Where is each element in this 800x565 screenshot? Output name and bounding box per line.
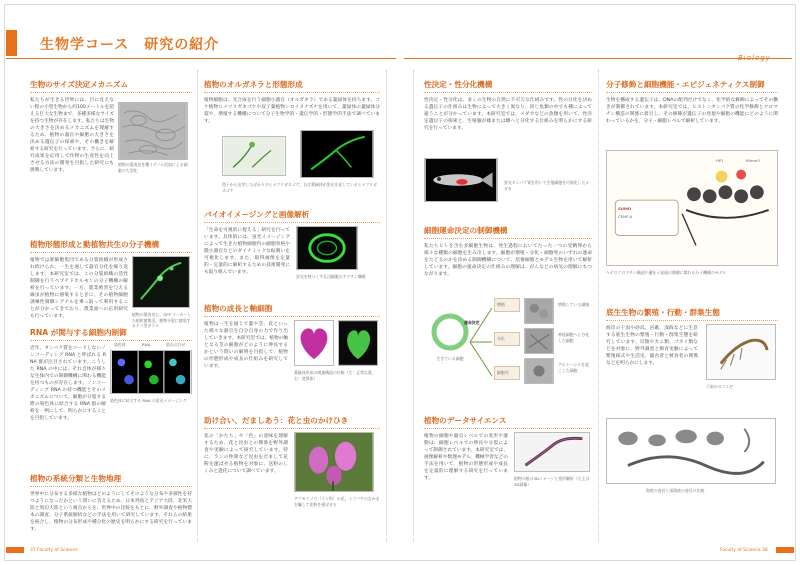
fluorescent-moss-image xyxy=(300,130,374,178)
section-rna xyxy=(30,328,192,423)
cell-ring-icon xyxy=(430,312,470,352)
header-rule-left xyxy=(6,58,396,59)
medaka-fish-image xyxy=(424,158,498,202)
amphipod-image xyxy=(706,324,776,380)
panel-label: 重ね合わせ xyxy=(166,342,186,347)
section-title: 植物のデータサイエンス xyxy=(424,416,507,425)
section-body: 「生命を可視的に捉える」研究を行っています。具体的には、蛍光イメージングによって生きた植物細胞内の細胞骨格や膜小器官などのダイナミックな振舞いを可視化します。また、取得画像を定量的・定量的に解析するための技術開発にも取り組んでいます。 xyxy=(204,228,290,275)
section-size xyxy=(30,80,192,174)
rna-fluorescence-panels xyxy=(110,350,192,394)
leaf-heart-image xyxy=(294,320,334,366)
section-title: 植物形態形成と動植物共生の分子機構 xyxy=(30,240,160,249)
fluorescence-root-image xyxy=(132,256,190,308)
panel-label: 染色体 xyxy=(114,342,126,347)
section-title: 植物のオルガネラと形態形成 xyxy=(204,80,303,89)
image-caption: 蛍光を持つくす孔辺細胞のアクチン繊維 xyxy=(296,274,366,279)
image-caption: 図子から出芽したばかりのヒメツリガネゴケ。右は葉緑体が蛍光を発しているヒメツリガネゴケ xyxy=(222,182,378,193)
column-divider xyxy=(413,70,414,542)
orchid-flower-image xyxy=(294,432,374,492)
diagram-label: CENP-A xyxy=(618,214,633,219)
footer-text-left: Faculty of Science xyxy=(37,548,78,553)
section-evolution xyxy=(30,474,192,533)
fate-tag-differentiation: 分化 xyxy=(494,332,520,346)
proliferation-micrograph xyxy=(524,298,554,324)
section-title: 底生生物の繁殖・行動・群集生態 xyxy=(606,308,720,317)
section-flower xyxy=(204,416,380,507)
death-micrograph xyxy=(524,358,554,384)
header-english-label: Biology xyxy=(738,54,771,62)
section-title: 性決定・性分化機構 xyxy=(424,80,493,89)
section-title: 助け合い、だましあう：花と虫のかけひき xyxy=(204,416,349,425)
section-data-science xyxy=(424,416,592,487)
header-accent-tab xyxy=(6,30,17,56)
cell-fate-diagram xyxy=(424,298,592,394)
section-organelle xyxy=(204,80,380,193)
differentiation-micrograph xyxy=(524,328,554,354)
diagram-start-label: 生きている細胞 xyxy=(436,356,464,361)
column-divider xyxy=(386,70,387,542)
header-rule-right xyxy=(404,58,792,59)
image-caption: 葉緑体形成の関連構造の比較（左：正常な葉、右：変異体） xyxy=(294,370,376,381)
footer-text-right: Faculty of Science xyxy=(720,548,761,553)
diagram-label: K9me3 xyxy=(746,158,760,163)
section-title: 植物の成長と軸細胞 xyxy=(204,304,273,313)
section-title: 植物の系統分類と生物地理 xyxy=(30,474,122,483)
fate-note: アポトーシスを起こした細胞 xyxy=(558,362,589,373)
section-title: 細胞運命決定の制御機構 xyxy=(424,226,508,235)
section-body: 植物の細胞や器官レベルでの変形や運動は、細胞レベルでの伸長や分裂によって制御されています。本研究室では、画像解析や数理モデル、機械学習などの手法を用いて、植物の形態形成や成長を定量的に理解する研究を行っています。 xyxy=(424,434,509,481)
section-body: 植物細胞は、光合成を行う細胞小器官（オルガネラ）である葉緑体を持ちます。コケ植物ヒメツリガネゴケや双子葉植物シロイヌナズナを用いて、葉緑体の葉緑体分裂や、増殖する機構について分子生物学的・遺伝学的・形態学的手法で調べています。 xyxy=(204,98,380,124)
image-caption: 植物の根の3Dイメージと変形解析（左上は3D画像） xyxy=(514,476,590,487)
stomata-fluorescence-image xyxy=(296,226,358,270)
image-caption: 干潟のヨコエビ xyxy=(706,384,734,389)
diagram-label: HP1 xyxy=(716,158,724,163)
section-body: 植物では胚細胞集団である分裂組織が形成され続けられ、一生を通して器官分化を繰り返します。本研究室では、この分裂組織の活性制御を行うペプチドホルモンの分子機構の解析を行っています。一方、農業被害を与える線虫が植物に感染するときに、その植物細胞誘導性制御シグナルを乗っ取って利用することが分かってきており、農業面への応用研究も行っています。 xyxy=(30,258,128,319)
section-plant-morphogenesis xyxy=(30,240,192,329)
page-title: 生物学コース 研究の紹介 xyxy=(40,37,220,53)
cell-micrograph-image xyxy=(118,102,188,160)
fate-note: 増殖している細胞 xyxy=(558,302,590,307)
column-divider xyxy=(598,70,599,542)
diagram-center-label: 運命決定 xyxy=(464,320,480,325)
image-caption: 海底の巻貝と深海底の巻貝の比較 xyxy=(646,488,705,493)
section-body: 私たちが生きる世界には、目に見えない程の小型生物から約100メートルを超える巨大な生物まで、多種多様なサイズを持つ生物が存在します。私たちは生物の大きさを決めるメカニズムを理解するため、植物の器官や細胞の大きさを決める遺伝子の探索や、その働きを解析する研究を行っています。さらに、研究成果を応用して作物の生産性を向上させる方法の開発を目指した研究にも挑戦しています。 xyxy=(30,98,115,173)
footer-left xyxy=(30,548,78,553)
diagram-label: SUMO xyxy=(618,206,632,211)
section-body: 近年、タンパク質をコードしないノンコーディング RNA と呼ばれる RNA 群が注目されています。こうした RNA の中には、それ自体が様々な生体内での制御機構に関わる機能を持つものが存在します。ノンコーディング RNA の持つ機能とそのメカニズムについて、細胞が分裂する際の染色体に結合する RNA 群の解析を一例にして、明らかにすることを目指しています。 xyxy=(30,346,106,421)
section-cell-fate xyxy=(424,226,592,375)
section-body: 世界中に分布する多様な植物はどのようにしてそのような分布や多様性を持つようになったかという問いに答えるため、日本列島とアジア大陸、北米大陸と周辺大陸という視点からを、世界中の比較をもとに、野外調査や植物標本の調査、分子系統解析などの手法を用いて研究しています。それらの結果を統合し、植物の分布形成や種分化の歴史を明らかにする研究を行っています。 xyxy=(30,492,192,532)
section-epigenetics xyxy=(606,80,778,275)
fate-tag-death: 細胞死 xyxy=(494,366,520,380)
image-caption: 植物の葉表皮に、GFP マーカーした根粒菌集団。植物分裂に感染するテコ型ガラス xyxy=(132,312,192,329)
image-caption: アツモリソウ（ラン科）の花。ミツバチのなかまを騙して花粉を運ばせる xyxy=(294,496,380,507)
section-title: バイオイメージングと画像解析 xyxy=(204,210,310,219)
page-number-right: 38 xyxy=(762,548,768,553)
section-body: 海岸の干潟や砂浜、岩礁、深海などに生息する底生生物の繁殖・行動・群集生態を研究しています。貝類やカニ類、ゴカイ類などを対象に、野外調査と飼育実験によって繁殖様式や生活史、捕食者と被食者の関係などを明らかにします。 xyxy=(606,326,698,366)
snail-comparison-image xyxy=(606,418,776,484)
footer-accent-right xyxy=(776,547,794,553)
page-number-left: 37 xyxy=(30,548,36,553)
section-sex-determination xyxy=(424,80,592,191)
section-title: RNA が関与する細胞内制御 xyxy=(30,328,127,337)
section-body: 植物は一生を通じて葉や茎、花といった様々な器官を自分自身の力で作り出していきます。本研究室では、植物の軸となる茎の細胞がどのように伸長するかという問いの解明を目指して、植物の形態形成や成長の仕組みを研究しています。 xyxy=(204,322,289,369)
image-caption: ヘテロクロマチン構造や遺伝子発現の制御に関わる分子機構のモデル xyxy=(606,270,727,275)
section-title: 生物のサイズ決定メカニズム xyxy=(30,80,129,89)
root-3d-image xyxy=(514,432,590,472)
section-body: 生物を構成する遺伝子は、DNAの配列だけでなく、化学的な修飾によってその働きが制御されています。本研究室では、ヒストンタンパク質の化学修飾とクロマチン構造の関係に着目し、その修飾が遺伝子の発現や細胞の機能にどのように関わっているかを、分子・細胞レベルで解析しています。 xyxy=(606,98,778,124)
fate-branch-arrows xyxy=(468,300,494,384)
moss-image xyxy=(222,136,286,176)
section-body: 花の「かたち」や「色」の意味を理解するため、花と昆虫との関係を野外調査や実験によって研究しています。特に、ランの仲間など昆虫をだまして花粉を運ばせる植物を対象に、送粉のしくみと進化について調べています。 xyxy=(204,434,288,474)
section-benthic xyxy=(606,308,778,493)
image-caption: 蛍光タンパク質を用いて生殖細胞を可視化したメダカ xyxy=(504,180,590,191)
footer-right xyxy=(720,548,768,553)
column-divider xyxy=(197,70,198,542)
section-body: 私たちヒトを含む多細胞生物は、発生過程においてたった一つの受精卵から様々な種類の細胞を生み出します。細胞が増殖・分化・細胞死のいずれの運命をたどるのかを決める制御機構について、培養細胞とモデル生物を用いて解析しています。細胞の運命決定の仕組みの理解は、がんなどの病気の理解にもつながります。 xyxy=(424,244,592,277)
panel-label: RNA xyxy=(142,342,151,347)
section-bioimaging xyxy=(204,210,380,279)
section-title: 分子修飾と細胞機能・エピジェネティクス制御 xyxy=(606,80,765,89)
image-caption: 染色体に結合する RNA の蛍光イメージング xyxy=(110,398,187,403)
footer-accent-left xyxy=(6,547,24,553)
fate-tag-proliferation: 増殖 xyxy=(494,298,520,312)
image-caption: 植物の葉表皮を覆うゲノム倍加による細胞の大型化 xyxy=(118,162,188,173)
section-body: 性決定・性分化は、多くの生物の自然に不可欠な仕組みです。性の分化を決める遺伝子の仕組みは生物によって大きく異なり、同じ魚類の中でも種によって違うことが分かっています。本研究室では、メダカなどの魚類を用いて、性決定遺伝子の探索と、生殖腺が雄または雌へと分化する仕組みを明らかにする研究を行っています。 xyxy=(424,98,592,131)
leaf-mutant-image xyxy=(338,320,378,366)
fate-note: 神経細胞へと分化した細胞 xyxy=(558,332,590,343)
section-growth xyxy=(204,304,380,381)
